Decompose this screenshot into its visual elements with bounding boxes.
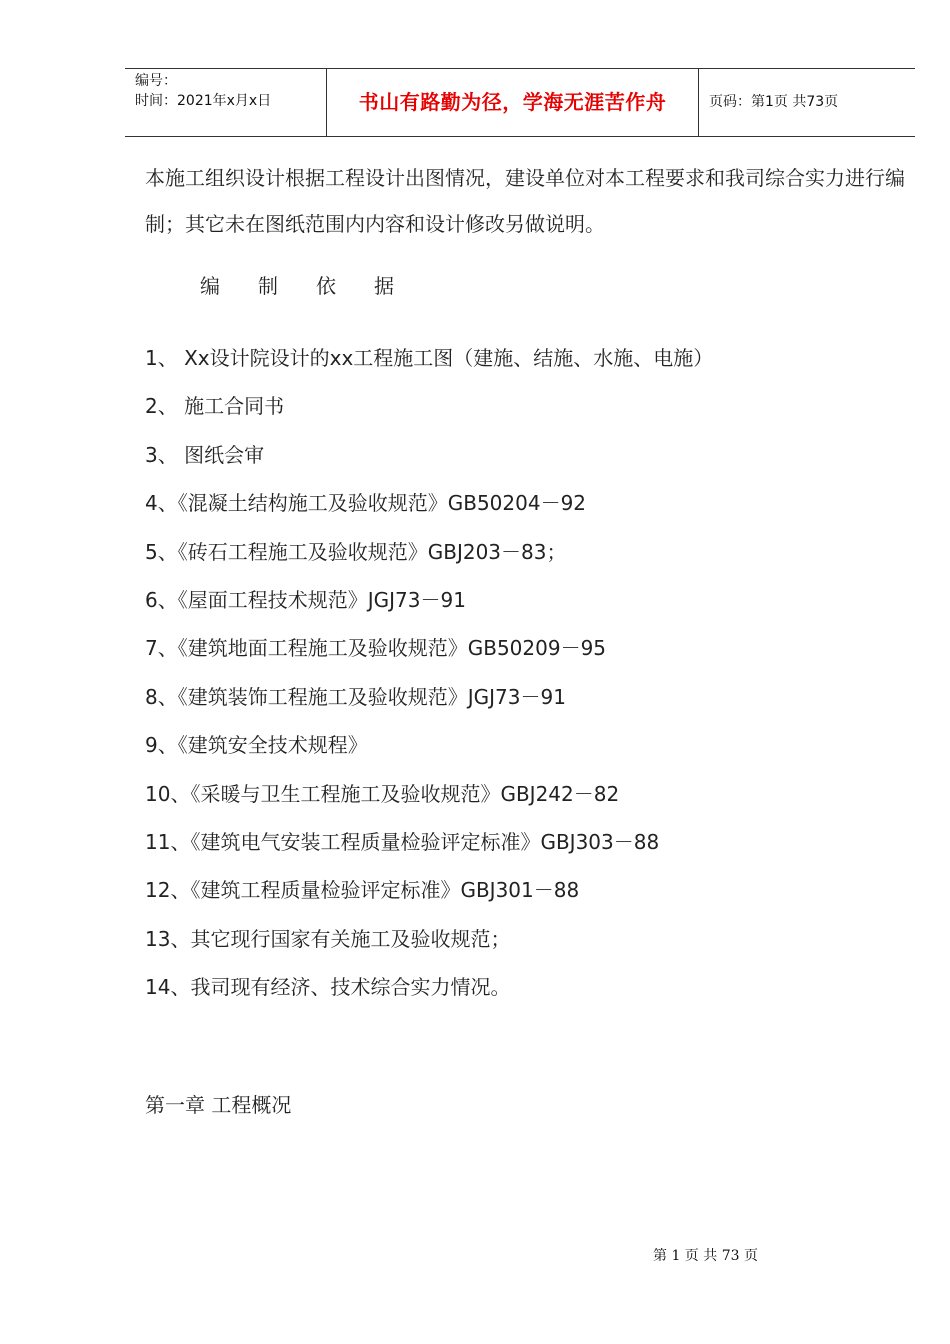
header-motto: 书山有路勤为径，学海无涯苦作舟	[358, 90, 667, 114]
list-item: 7、《建筑地面工程施工及验收规范》GB50209－95	[145, 636, 607, 661]
list-item: 10、《采暖与卫生工程施工及验收规范》GBJ242－82	[145, 781, 620, 806]
page-header	[125, 68, 915, 137]
header-page-info: 页码：第1页 共73页	[709, 94, 839, 110]
list-item: 8、《建筑装饰工程施工及验收规范》JGJ73－91	[145, 684, 566, 709]
header-meta	[135, 71, 271, 111]
list-item: 9、《建筑安全技术规程》	[145, 733, 368, 758]
list-item: 13、其它现行国家有关施工及验收规范；	[145, 926, 511, 951]
list-item: 6、《屋面工程技术规范》JGJ73－91	[145, 587, 466, 612]
header-divider	[698, 69, 699, 136]
header-time-label: 时间：2021年x月x日	[135, 93, 272, 109]
list-item: 11、《建筑电气安装工程质量检验评定标准》GBJ303－88	[145, 829, 660, 854]
header-code-label: 编号：	[135, 73, 177, 89]
list-item: 5、《砖石工程施工及验收规范》GBJ203－83；	[145, 539, 567, 564]
page-footer: 第 1 页 共 73 页	[653, 1248, 758, 1264]
chapter-title: 第一章 工程概况	[145, 1093, 292, 1117]
list-item: 12、《建筑工程质量检验评定标准》GBJ301－88	[145, 878, 580, 903]
basis-heading: 编制依据	[200, 274, 432, 298]
list-item: 3、 图纸会审	[145, 442, 265, 467]
list-item: 2、 施工合同书	[145, 394, 285, 419]
list-item: 14、我司现有经济、技术综合实力情况。	[145, 975, 511, 1000]
intro-paragraph: 本施工组织设计根据工程设计出图情况，建设单位对本工程要求和我司综合实力进行编制；其它未在图纸范围内内容和设计修改另做说明。	[145, 166, 905, 236]
list-item: 4、《混凝土结构施工及验收规范》GB50204－92	[145, 491, 587, 516]
basis-list	[145, 341, 905, 1018]
list-item: 1、 Xx设计院设计的xx工程施工图（建施、结施、水施、电施）	[145, 346, 714, 370]
